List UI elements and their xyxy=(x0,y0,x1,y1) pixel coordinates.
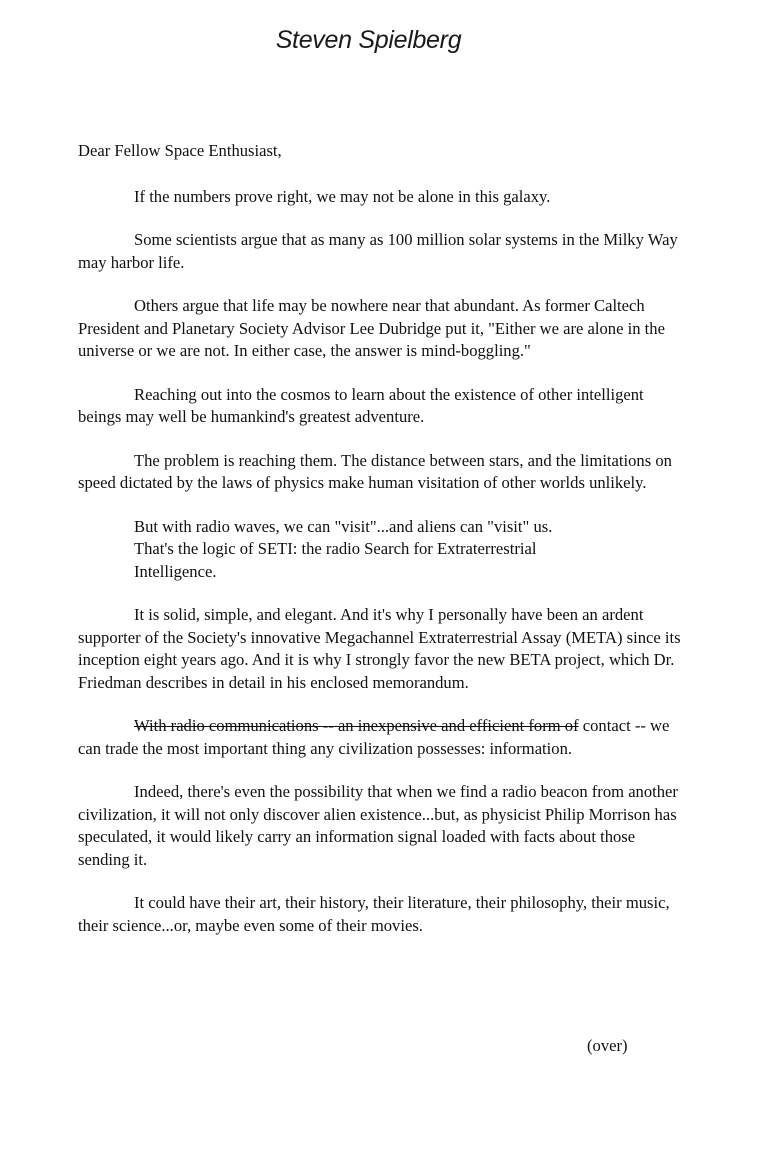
over-marker: (over) xyxy=(587,1036,628,1055)
paragraph-8-text: contact -- we can trade the most important thing any civilization possesses: information. xyxy=(78,716,670,758)
struck-text: With radio communications -- an inexpensive and efficient form of xyxy=(134,716,579,735)
salutation: Dear Fellow Space Enthusiast, xyxy=(78,141,282,160)
paragraph-6-indented-block: But with radio waves, we can "visit"...and aliens can "visit" us. That's the logic of SETI: the radio Search for Extraterrestrial Intelligence. xyxy=(134,516,553,581)
paragraph-2: Some scientists argue that as many as 100 million solar systems in the Milky Way may harbor life. xyxy=(78,230,678,272)
paragraph-7: It is solid, simple, and elegant. And it's why I personally have been an ardent supporter of the Society's innovative Megachannel Extraterrestrial Assay (META) since its inception eight years ago. And it is why I strongly favor the new BETA project, which Dr. Friedman describes in detail in his enclosed memorandum. xyxy=(78,605,681,692)
paragraph-5: The problem is reaching them. The distance between stars, and the limitations on speed dictated by the laws of physics make human visitation of other worlds unlikely. xyxy=(78,450,672,492)
paragraph-10: It could have their art, their history, their literature, their philosophy, their music, their science...or, maybe even some of their movies. xyxy=(78,893,670,935)
letter-body xyxy=(78,140,690,958)
letterhead-name: Steven Spielberg xyxy=(275,26,462,54)
paragraph-1: If the numbers prove right, we may not be alone in this galaxy. xyxy=(134,186,551,206)
paragraph-3: Others argue that life may be nowhere near that abundant. As former Caltech President and Planetary Society Advisor Lee Dubridge put it, "Either we are alone in the universe or we are not. In either case, the answer is mind-boggling." xyxy=(78,296,665,360)
paragraph-8 xyxy=(78,715,690,760)
paragraph-4: Reaching out into the cosmos to learn about the existence of other intelligent beings may well be humankind's greatest adventure. xyxy=(78,384,644,426)
paragraph-9: Indeed, there's even the possibility that when we find a radio beacon from another civilization, it will not only discover alien existence...but, as physicist Philip Morrison has speculated, it would likely carry an information signal loaded with facts about those sending it. xyxy=(78,782,678,869)
